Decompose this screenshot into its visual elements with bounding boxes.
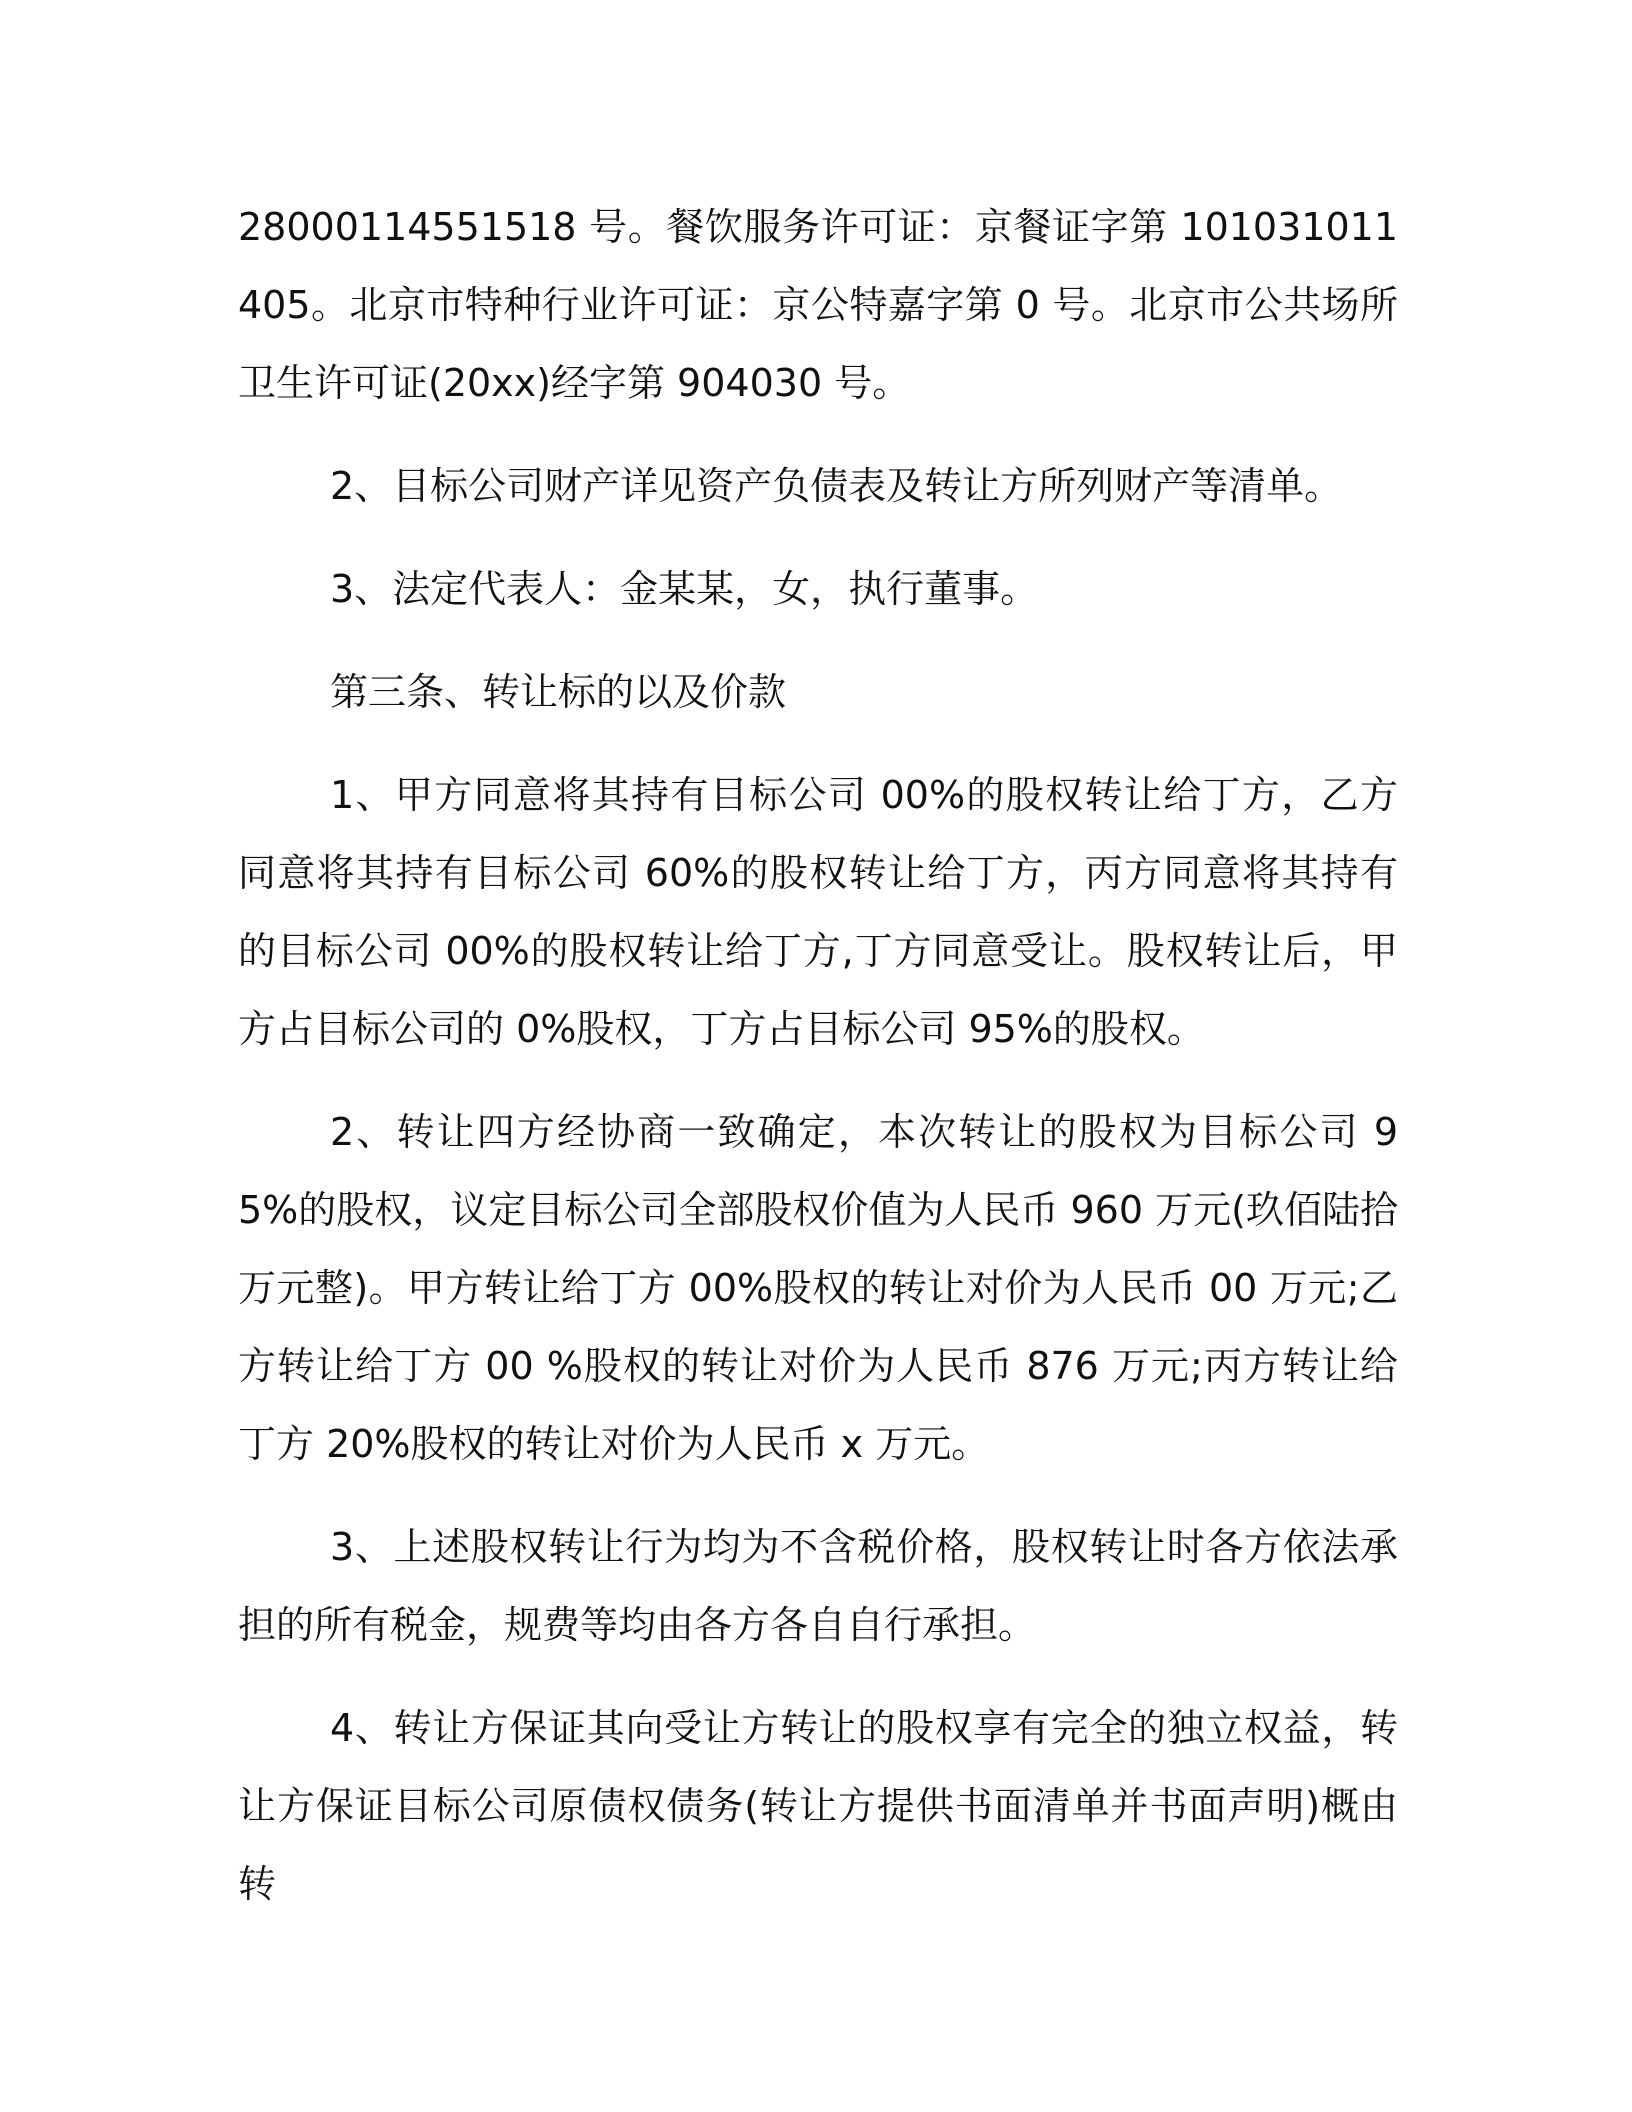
document-body <box>238 188 1398 1923</box>
paragraph-transfer-price: 2、转让四方经协商一致确定，本次转让的股权为目标公司 95%的股权，议定目标公司全部股权价值为人民币 960 万元(玖佰陆拾万元整)。甲方转让给丁方 00%股权的转让对价为人民币 00 万元;乙方转让给丁方 00 %股权的转让对价为人民币 876 万元;丙方转让给丁方 20%股权的转让对价为人民币 x 万元。 <box>238 1110 1398 1466</box>
paragraph-assets: 2、目标公司财产详见资产负债表及转让方所列财产等清单。 <box>330 464 1343 508</box>
paragraph-taxes: 3、上述股权转让行为均为不含税价格，股权转让时各方依法承担的所有税金，规费等均由各方各自自行承担。 <box>238 1525 1398 1647</box>
paragraph-transfer-shares: 1、甲方同意将其持有目标公司 00%的股权转让给丁方，乙方同意将其持有目标公司 60%的股权转让给丁方，丙方同意将其持有的目标公司 00%的股权转让给丁方,丁方同意受让。股权转让后，甲方占目标公司的 0%股权，丁方占目标公司 95%的股权。 <box>238 773 1398 1051</box>
paragraph-legal-representative: 3、法定代表人：金某某，女，执行董事。 <box>330 567 1039 611</box>
paragraph-warranty: 4、转让方保证其向受让方转让的股权享有完全的独立权益，转让方保证目标公司原债权债务(转让方提供书面清单并书面声明)概由转 <box>238 1706 1398 1906</box>
paragraph-licenses: 28000114551518 号。餐饮服务许可证：京餐证字第 101031011405。北京市特种行业许可证：京公特嘉字第 0 号。北京市公共场所卫生许可证(20xx)经字第 904030 号。 <box>238 205 1398 405</box>
section-heading-article-3: 第三条、转让标的以及价款 <box>330 670 787 714</box>
